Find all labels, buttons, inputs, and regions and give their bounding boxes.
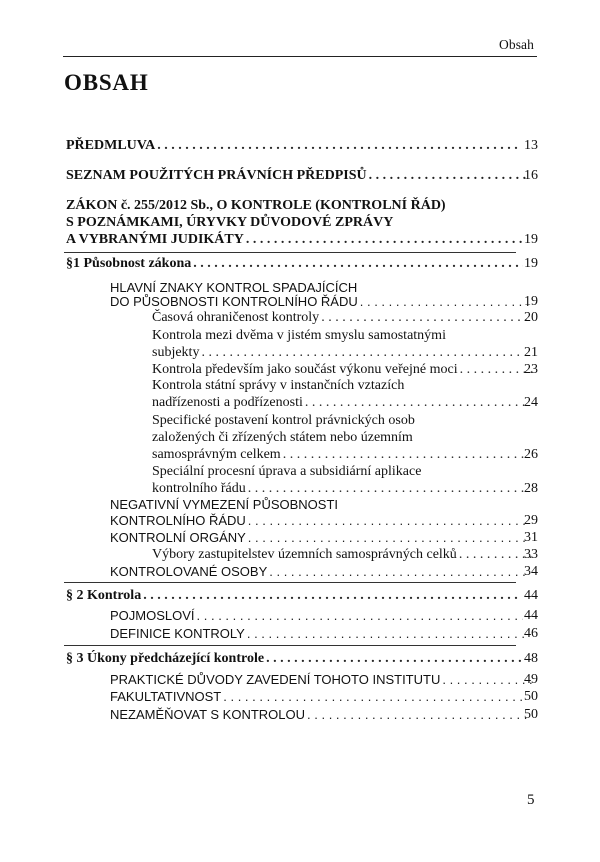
toc-entry-label: KONTROLNÍ ORGÁNY — [110, 530, 246, 545]
toc-entry-label: DO PŮSOBNOSTI KONTROLNÍHO ŘÁDU — [110, 294, 358, 309]
toc-entry-nezamenovat[interactable] — [110, 706, 538, 723]
toc-entry-predmluva[interactable] — [66, 137, 538, 154]
section-divider — [64, 645, 516, 646]
leader-dots — [269, 563, 526, 580]
toc-entry-specificke-line2: založených či zřízených státem nebo územním — [152, 430, 413, 445]
toc-entry-label: NEZAMĚŇOVAT S KONTROLOU — [110, 707, 306, 722]
toc-entry-zakon-line2: S POZNÁMKAMI, ÚRYVKY DŮVODOVÉ ZPRÁVY — [66, 215, 394, 230]
toc-entry-label: §1 Působnost zákona — [66, 256, 192, 271]
page-title: OBSAH — [64, 70, 149, 95]
toc-page-number: 49 — [524, 672, 538, 687]
page-number: 5 — [527, 792, 535, 808]
toc-entry-zakon[interactable] — [66, 231, 538, 248]
leader-dots — [248, 480, 525, 497]
toc-entry-s1[interactable] — [66, 255, 538, 272]
toc-page-number: 26 — [524, 447, 538, 462]
toc-entry-prakticke[interactable] — [110, 671, 538, 688]
toc-page-number: 19 — [524, 256, 538, 271]
toc-page-number: 33 — [524, 547, 538, 562]
leader-dots — [321, 309, 527, 326]
toc-page-number: 28 — [524, 481, 538, 496]
toc-entry-zakon-line1: ZÁKON č. 255/2012 Sb., O KONTROLE (KONTROLNÍ ŘÁD) — [66, 198, 446, 213]
toc-entry-vybory[interactable] — [152, 546, 538, 563]
leader-dots — [360, 293, 530, 310]
toc-entry-specialni-line1: Speciální procesní úprava a subsidiární aplikace — [152, 464, 422, 479]
toc-entry-statni[interactable] — [152, 394, 538, 411]
toc-entry-fakultativnost[interactable] — [110, 688, 538, 705]
leader-dots — [248, 529, 525, 546]
leader-dots — [157, 137, 521, 154]
toc-page-number: 21 — [524, 345, 538, 360]
toc-entry-label: DEFINICE KONTROLY — [110, 626, 245, 641]
toc-entry-label: A VYBRANÝMI JUDIKÁTY — [66, 232, 244, 247]
toc-entry-seznam[interactable] — [66, 167, 538, 184]
toc-entry-casova[interactable] — [152, 309, 538, 326]
toc-page-number: 23 — [524, 362, 538, 377]
toc-entry-label: nadřízenosti a podřízenosti — [152, 395, 303, 410]
leader-dots — [246, 231, 525, 248]
toc-entry-label: KONTROLNÍHO ŘÁDU — [110, 513, 246, 528]
toc-entry-predevsim[interactable] — [152, 361, 538, 378]
toc-page-number: 48 — [524, 651, 538, 666]
toc-entry-dvema-line1: Kontrola mezi dvěma v jistém smyslu samostatnými — [152, 328, 446, 343]
toc-entry-label: KONTROLOVANÉ OSOBY — [110, 564, 268, 579]
toc-entry-dvema[interactable] — [152, 344, 538, 361]
toc-page-number: 13 — [524, 138, 538, 153]
leader-dots — [307, 706, 527, 723]
toc-entry-s2[interactable] — [66, 587, 538, 604]
toc-page-number: 24 — [524, 395, 538, 410]
toc-entry-organy[interactable] — [110, 529, 538, 546]
leader-dots — [247, 625, 525, 642]
toc-entry-label: PRAKTICKÉ DŮVODY ZAVEDENÍ TOHOTO INSTITUTU — [110, 672, 441, 687]
leader-dots — [442, 671, 532, 688]
toc-entry-label: samosprávným celkem — [152, 447, 281, 462]
toc-page-number: 44 — [524, 588, 538, 603]
leader-dots — [305, 394, 527, 411]
leader-dots — [369, 167, 530, 184]
running-header: Obsah — [499, 37, 534, 52]
toc-entry-negativni[interactable] — [110, 512, 538, 529]
toc-page-number: 19 — [524, 294, 538, 309]
toc-page-number: 20 — [524, 310, 538, 325]
toc-entry-osoby[interactable] — [110, 563, 538, 580]
toc-entry-definice[interactable] — [110, 625, 538, 642]
toc-entry-label: § 2 Kontrola — [66, 588, 142, 603]
toc-page-number: 50 — [524, 707, 538, 722]
toc-page-number: 34 — [524, 564, 538, 579]
leader-dots — [266, 650, 525, 667]
leader-dots — [223, 688, 524, 705]
toc-entry-label: POJMOSLOVÍ — [110, 608, 195, 623]
toc-page-number: 19 — [524, 232, 538, 247]
section-divider — [64, 252, 516, 253]
toc-entry-label: subjekty — [152, 345, 200, 360]
leader-dots — [460, 361, 533, 378]
toc-page-number: 46 — [524, 626, 538, 641]
toc-entry-specificke[interactable] — [152, 446, 538, 463]
toc-entry-hlavni-line1: HLAVNÍ ZNAKY KONTROL SPADAJÍCÍCH — [110, 280, 358, 295]
toc-entry-label: § 3 Úkony předcházející kontrole — [66, 651, 265, 666]
toc-entry-negativni-line1: NEGATIVNÍ VYMEZENÍ PŮSOBNOSTI — [110, 497, 339, 512]
toc-entry-s3[interactable] — [66, 650, 538, 667]
toc-page-number: 16 — [524, 168, 538, 183]
toc-page-number: 31 — [524, 530, 538, 545]
leader-dots — [197, 607, 524, 624]
leader-dots — [283, 446, 526, 463]
toc-page-number: 44 — [524, 608, 538, 623]
toc-entry-pojmoslovi[interactable] — [110, 607, 538, 624]
leader-dots — [248, 512, 525, 529]
toc-page-number: 50 — [524, 689, 538, 704]
toc-entry-specialni[interactable] — [152, 480, 538, 497]
toc-entry-label: kontrolního řádu — [152, 481, 246, 496]
leader-dots — [201, 344, 522, 361]
toc-entry-label: Výbory zastupitelstev územních samosprávných celků — [152, 547, 457, 562]
toc-entry-label: Časová ohraničenost kontroly — [152, 310, 320, 325]
toc-entry-label: PŘEDMLUVA — [66, 138, 156, 153]
toc-entry-label: Kontrola především jako součást výkonu veřejné moci — [152, 362, 458, 377]
leader-dots — [143, 587, 520, 604]
toc-entry-specificke-line1: Specifické postavení kontrol právnických osob — [152, 413, 415, 428]
toc-entry-hlavni[interactable] — [110, 293, 538, 310]
toc-entry-statni-line1: Kontrola státní správy v instančních vztazích — [152, 378, 405, 393]
toc-page-number: 29 — [524, 513, 538, 528]
leader-dots — [193, 255, 522, 272]
toc-entry-label: FAKULTATIVNOST — [110, 689, 222, 704]
leader-dots — [459, 546, 533, 563]
section-divider — [64, 582, 516, 583]
toc-entry-label: SEZNAM POUŽITÝCH PRÁVNÍCH PŘEDPISŮ — [66, 168, 367, 183]
